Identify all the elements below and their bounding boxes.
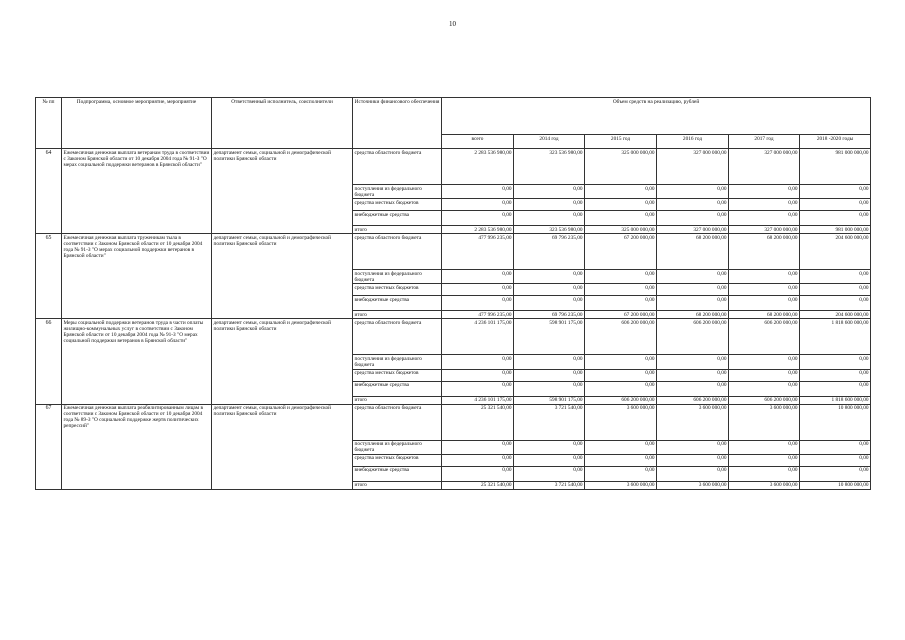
amount-cell: 981 000 000,00 bbox=[800, 226, 871, 234]
amount-cell: 0,00 bbox=[729, 270, 800, 284]
amount-cell: 0,00 bbox=[729, 454, 800, 466]
amount-cell: 606 200 000,00 bbox=[585, 319, 657, 355]
amount-cell: 327 000 000,00 bbox=[729, 226, 800, 234]
amount-cell: 325 000 000,00 bbox=[585, 149, 657, 185]
amount-cell: 0,00 bbox=[585, 185, 657, 199]
source-label: средства областного бюджета bbox=[353, 319, 442, 355]
amount-cell: 0,00 bbox=[657, 440, 729, 454]
amount-cell: 0,00 bbox=[729, 369, 800, 381]
amount-cell: 0,00 bbox=[514, 185, 585, 199]
amount-cell: 477 996 235,00 bbox=[442, 234, 514, 270]
source-label: поступления из федерального бюджета bbox=[353, 270, 442, 284]
amount-cell: 0,00 bbox=[729, 466, 800, 481]
amount-cell: 0,00 bbox=[800, 211, 871, 226]
amount-cell: 0,00 bbox=[442, 355, 514, 369]
source-label: поступления из федерального бюджета bbox=[353, 185, 442, 199]
amount-cell: 606 200 000,00 bbox=[729, 396, 800, 404]
amount-cell: 0,00 bbox=[729, 284, 800, 296]
row-number: 67 bbox=[36, 404, 62, 489]
amount-cell: 0,00 bbox=[514, 369, 585, 381]
amount-cell: 0,00 bbox=[729, 381, 800, 396]
program-name: Меры социальной поддержки ветеранов труда в части оплаты жилищно-коммунальных услуг в соответствии с Законом Брянской области от 10 декабря 2004 года № 91-З "О мерах социальной поддержки ветеранов в Брянской области" bbox=[62, 319, 212, 404]
amount-cell: 606 200 000,00 bbox=[657, 396, 729, 404]
amount-cell: 327 000 000,00 bbox=[657, 149, 729, 185]
amount-cell: 0,00 bbox=[800, 369, 871, 381]
program-name: Ежемесячная денежная выплата реабилитированным лицам в соответствии с Законом Брянской области от 10 декабря 2004 года № 89-З "О социальной поддержке жертв политических репрессий" bbox=[62, 404, 212, 489]
amount-cell: 606 200 000,00 bbox=[657, 319, 729, 355]
amount-cell: 68 200 000,00 bbox=[657, 311, 729, 319]
source-label: средства областного бюджета bbox=[353, 234, 442, 270]
header-year: 2016 год bbox=[657, 135, 729, 149]
amount-cell: 327 000 000,00 bbox=[657, 226, 729, 234]
amount-cell: 67 200 000,00 bbox=[585, 311, 657, 319]
program-name: Ежемесячная денежная выплата труженикам тыла в соответствии с Законом Брянской области от 10 декабря 2004 года № 91-З "О мерах социальной поддержки ветеранов в Брянской области" bbox=[62, 234, 212, 319]
amount-cell: 606 200 000,00 bbox=[585, 396, 657, 404]
header-year: 2018 -2020 годы bbox=[800, 135, 871, 149]
amount-cell: 3 721 540,00 bbox=[514, 481, 585, 489]
source-label: средства областного бюджета bbox=[353, 404, 442, 440]
amount-cell: 0,00 bbox=[729, 440, 800, 454]
source-label: внебюджетные средства bbox=[353, 296, 442, 311]
source-label: поступления из федерального бюджета bbox=[353, 355, 442, 369]
amount-cell: 3 600 000,00 bbox=[585, 481, 657, 489]
source-label: итого bbox=[353, 481, 442, 489]
source-label: средства местных бюджетов bbox=[353, 369, 442, 381]
executor-name: департамент семьи, социальной и демографической политики Брянской области bbox=[212, 149, 353, 234]
header-source: Источники финансового обеспечения bbox=[353, 98, 442, 149]
amount-cell: 325 000 000,00 bbox=[585, 226, 657, 234]
amount-cell: 3 600 000,00 bbox=[585, 404, 657, 440]
row-number: 65 bbox=[36, 234, 62, 319]
amount-cell: 25 321 540,00 bbox=[442, 481, 514, 489]
amount-cell: 0,00 bbox=[514, 284, 585, 296]
header-program: Подпрограмма, основное мероприятие, мероприятие bbox=[62, 98, 212, 149]
amount-cell: 0,00 bbox=[800, 440, 871, 454]
amount-cell: 0,00 bbox=[442, 296, 514, 311]
amount-cell: 0,00 bbox=[585, 199, 657, 211]
amount-cell: 0,00 bbox=[514, 355, 585, 369]
program-name: Ежемесячная денежная выплата ветеранам труда в соответствии с Законом Брянской области от 10 декабря 2004 года № 91-З "О мерах социальной поддержки ветеранов в Брянской области" bbox=[62, 149, 212, 234]
amount-cell: 3 600 000,00 bbox=[729, 481, 800, 489]
amount-cell: 204 600 000,00 bbox=[800, 234, 871, 270]
amount-cell: 477 996 235,00 bbox=[442, 311, 514, 319]
amount-cell: 0,00 bbox=[585, 270, 657, 284]
amount-cell: 0,00 bbox=[585, 211, 657, 226]
amount-cell: 1 818 600 000,00 bbox=[800, 396, 871, 404]
amount-cell: 598 901 175,00 bbox=[514, 319, 585, 355]
amount-cell: 0,00 bbox=[514, 270, 585, 284]
source-label: внебюджетные средства bbox=[353, 381, 442, 396]
amount-cell: 0,00 bbox=[657, 211, 729, 226]
amount-cell: 0,00 bbox=[585, 440, 657, 454]
amount-cell: 0,00 bbox=[729, 296, 800, 311]
amount-cell: 0,00 bbox=[585, 284, 657, 296]
amount-cell: 68 200 000,00 bbox=[729, 311, 800, 319]
amount-cell: 327 000 000,00 bbox=[729, 149, 800, 185]
amount-cell: 0,00 bbox=[585, 296, 657, 311]
amount-cell: 2 283 536 980,00 bbox=[442, 149, 514, 185]
source-label: средства местных бюджетов bbox=[353, 284, 442, 296]
amount-cell: 981 000 000,00 bbox=[800, 149, 871, 185]
source-label: итого bbox=[353, 226, 442, 234]
header-executor: Ответственный исполнитель, соисполнители bbox=[212, 98, 353, 149]
amount-cell: 0,00 bbox=[800, 284, 871, 296]
source-label: средства местных бюджетов bbox=[353, 199, 442, 211]
budget-table bbox=[35, 97, 871, 490]
source-label: итого bbox=[353, 396, 442, 404]
amount-cell: 0,00 bbox=[800, 466, 871, 481]
header-year: 2015 год bbox=[585, 135, 657, 149]
table-row bbox=[36, 404, 871, 440]
executor-name: департамент семьи, социальной и демографической политики Брянской области bbox=[212, 319, 353, 404]
amount-cell: 69 796 235,00 bbox=[514, 311, 585, 319]
amount-cell: 68 200 000,00 bbox=[657, 234, 729, 270]
source-label: средства местных бюджетов bbox=[353, 454, 442, 466]
amount-cell: 606 200 000,00 bbox=[729, 319, 800, 355]
amount-cell: 0,00 bbox=[800, 381, 871, 396]
amount-cell: 0,00 bbox=[514, 454, 585, 466]
amount-cell: 0,00 bbox=[442, 284, 514, 296]
amount-cell: 598 901 175,00 bbox=[514, 396, 585, 404]
source-label: поступления из федерального бюджета bbox=[353, 440, 442, 454]
row-number: 64 bbox=[36, 149, 62, 234]
amount-cell: 0,00 bbox=[442, 270, 514, 284]
amount-cell: 0,00 bbox=[657, 355, 729, 369]
header-volume: Объем средств на реализацию, рублей bbox=[442, 98, 871, 135]
amount-cell: 0,00 bbox=[442, 369, 514, 381]
amount-cell: 0,00 bbox=[800, 355, 871, 369]
amount-cell: 323 536 980,00 bbox=[514, 149, 585, 185]
amount-cell: 0,00 bbox=[800, 185, 871, 199]
table-body bbox=[36, 149, 871, 490]
amount-cell: 68 200 000,00 bbox=[729, 234, 800, 270]
amount-cell: 0,00 bbox=[442, 466, 514, 481]
source-label: внебюджетные средства bbox=[353, 211, 442, 226]
amount-cell: 0,00 bbox=[585, 466, 657, 481]
source-label: внебюджетные средства bbox=[353, 466, 442, 481]
amount-cell: 2 283 536 980,00 bbox=[442, 226, 514, 234]
amount-cell: 0,00 bbox=[442, 381, 514, 396]
amount-cell: 0,00 bbox=[514, 466, 585, 481]
header-no: № пп bbox=[36, 98, 62, 149]
source-label: средства областного бюджета bbox=[353, 149, 442, 185]
row-number: 66 bbox=[36, 319, 62, 404]
header-year: всего bbox=[442, 135, 514, 149]
amount-cell: 0,00 bbox=[657, 466, 729, 481]
amount-cell: 0,00 bbox=[800, 199, 871, 211]
amount-cell: 0,00 bbox=[800, 296, 871, 311]
amount-cell: 0,00 bbox=[442, 440, 514, 454]
amount-cell: 67 200 000,00 bbox=[585, 234, 657, 270]
amount-cell: 0,00 bbox=[585, 381, 657, 396]
amount-cell: 204 600 000,00 bbox=[800, 311, 871, 319]
amount-cell: 0,00 bbox=[729, 211, 800, 226]
amount-cell: 0,00 bbox=[514, 381, 585, 396]
amount-cell: 0,00 bbox=[657, 185, 729, 199]
source-label: итого bbox=[353, 311, 442, 319]
amount-cell: 69 796 235,00 bbox=[514, 234, 585, 270]
amount-cell: 25 321 540,00 bbox=[442, 404, 514, 440]
amount-cell: 0,00 bbox=[514, 440, 585, 454]
amount-cell: 0,00 bbox=[585, 355, 657, 369]
amount-cell: 323 536 980,00 bbox=[514, 226, 585, 234]
amount-cell: 1 818 600 000,00 bbox=[800, 319, 871, 355]
amount-cell: 4 236 101 175,00 bbox=[442, 396, 514, 404]
executor-name: департамент семьи, социальной и демографической политики Брянской области bbox=[212, 234, 353, 319]
executor-name: департамент семьи, социальной и демографической политики Брянской области bbox=[212, 404, 353, 489]
amount-cell: 0,00 bbox=[800, 454, 871, 466]
amount-cell: 0,00 bbox=[514, 211, 585, 226]
amount-cell: 0,00 bbox=[514, 199, 585, 211]
table-row bbox=[36, 319, 871, 355]
amount-cell: 10 800 000,00 bbox=[800, 404, 871, 440]
amount-cell: 0,00 bbox=[442, 199, 514, 211]
amount-cell: 3 721 540,00 bbox=[514, 404, 585, 440]
header-year: 2017 год bbox=[729, 135, 800, 149]
amount-cell: 0,00 bbox=[657, 369, 729, 381]
amount-cell: 0,00 bbox=[729, 355, 800, 369]
amount-cell: 3 600 000,00 bbox=[657, 481, 729, 489]
amount-cell: 3 600 000,00 bbox=[657, 404, 729, 440]
table-row bbox=[36, 234, 871, 270]
amount-cell: 0,00 bbox=[442, 454, 514, 466]
amount-cell: 4 236 101 175,00 bbox=[442, 319, 514, 355]
amount-cell: 0,00 bbox=[657, 296, 729, 311]
amount-cell: 0,00 bbox=[657, 199, 729, 211]
amount-cell: 0,00 bbox=[657, 284, 729, 296]
amount-cell: 0,00 bbox=[514, 296, 585, 311]
amount-cell: 0,00 bbox=[657, 381, 729, 396]
amount-cell: 0,00 bbox=[442, 211, 514, 226]
page-number: 10 bbox=[449, 20, 456, 28]
amount-cell: 0,00 bbox=[657, 270, 729, 284]
amount-cell: 10 800 000,00 bbox=[800, 481, 871, 489]
amount-cell: 0,00 bbox=[442, 185, 514, 199]
amount-cell: 3 600 000,00 bbox=[729, 404, 800, 440]
amount-cell: 0,00 bbox=[729, 199, 800, 211]
header-year: 2014 год bbox=[514, 135, 585, 149]
amount-cell: 0,00 bbox=[800, 270, 871, 284]
amount-cell: 0,00 bbox=[585, 454, 657, 466]
table-row bbox=[36, 149, 871, 185]
amount-cell: 0,00 bbox=[585, 369, 657, 381]
amount-cell: 0,00 bbox=[657, 454, 729, 466]
amount-cell: 0,00 bbox=[729, 185, 800, 199]
